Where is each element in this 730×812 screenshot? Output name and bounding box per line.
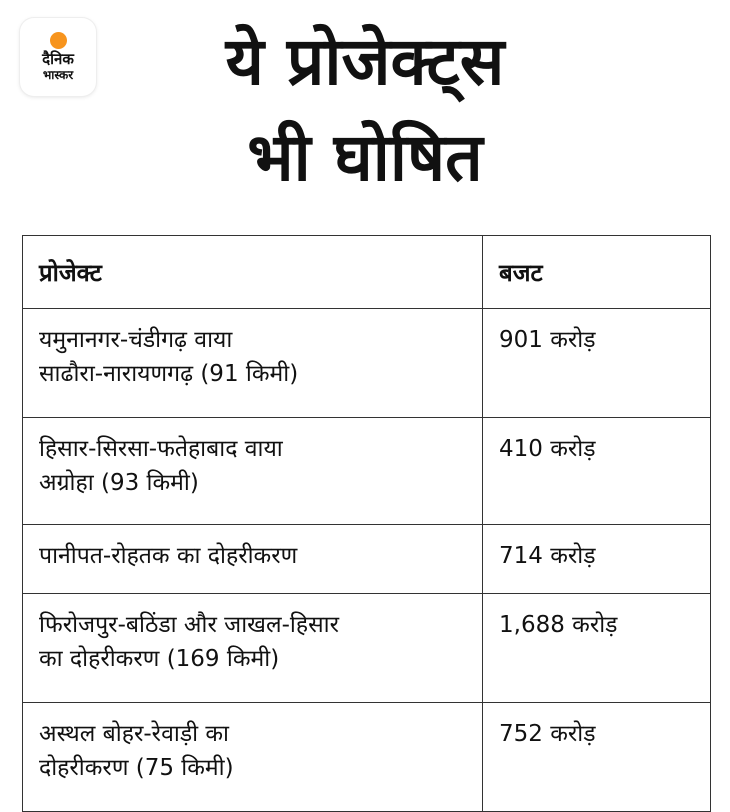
project-name-line1: हिसार-सिरसा-फतेहाबाद वाया	[39, 436, 283, 462]
project-name-line1: फिरोजपुर-बठिंडा और जाखल-हिसार	[39, 612, 339, 638]
project-cell	[23, 703, 483, 812]
project-name-line2: का दोहरीकरण (169 किमी)	[39, 646, 280, 672]
table-row	[23, 525, 711, 594]
title-line2: भी घोषित	[247, 119, 483, 196]
dainik-bhaskar-logo	[20, 18, 96, 96]
page-title	[140, 14, 590, 206]
title-line1: ये प्रोजेक्ट्स	[225, 23, 505, 100]
project-cell	[23, 594, 483, 703]
project-name-line2: अग्रोहा (93 किमी)	[39, 470, 199, 496]
project-name-line2: दोहरीकरण (75 किमी)	[39, 755, 234, 781]
project-name-line2: साढौरा-नारायणगढ़ (91 किमी)	[39, 361, 299, 387]
sun-icon	[50, 32, 67, 49]
project-name-line1: पानीपत-रोहतक का दोहरीकरण	[39, 543, 298, 569]
budget-cell: 901 करोड़	[483, 309, 711, 418]
logo-text-line1: दैनिक	[42, 49, 74, 68]
table-row	[23, 594, 711, 703]
project-cell	[23, 309, 483, 418]
table-row	[23, 703, 711, 812]
budget-cell: 1,688 करोड़	[483, 594, 711, 703]
project-cell	[23, 418, 483, 525]
header-project: प्रोजेक्ट	[23, 236, 483, 309]
budget-cell: 410 करोड़	[483, 418, 711, 525]
project-name-line1: अस्थल बोहर-रेवाड़ी का	[39, 721, 230, 747]
project-cell	[23, 525, 483, 594]
table-row	[23, 418, 711, 525]
projects-table	[22, 235, 711, 812]
budget-cell: 714 करोड़	[483, 525, 711, 594]
table-row	[23, 309, 711, 418]
table-header-row	[23, 236, 711, 309]
project-name-line1: यमुनानगर-चंडीगढ़ वाया	[39, 327, 233, 353]
header-budget: बजट	[483, 236, 711, 309]
budget-cell: 752 करोड़	[483, 703, 711, 812]
logo-text-line2: भास्कर	[42, 67, 74, 82]
